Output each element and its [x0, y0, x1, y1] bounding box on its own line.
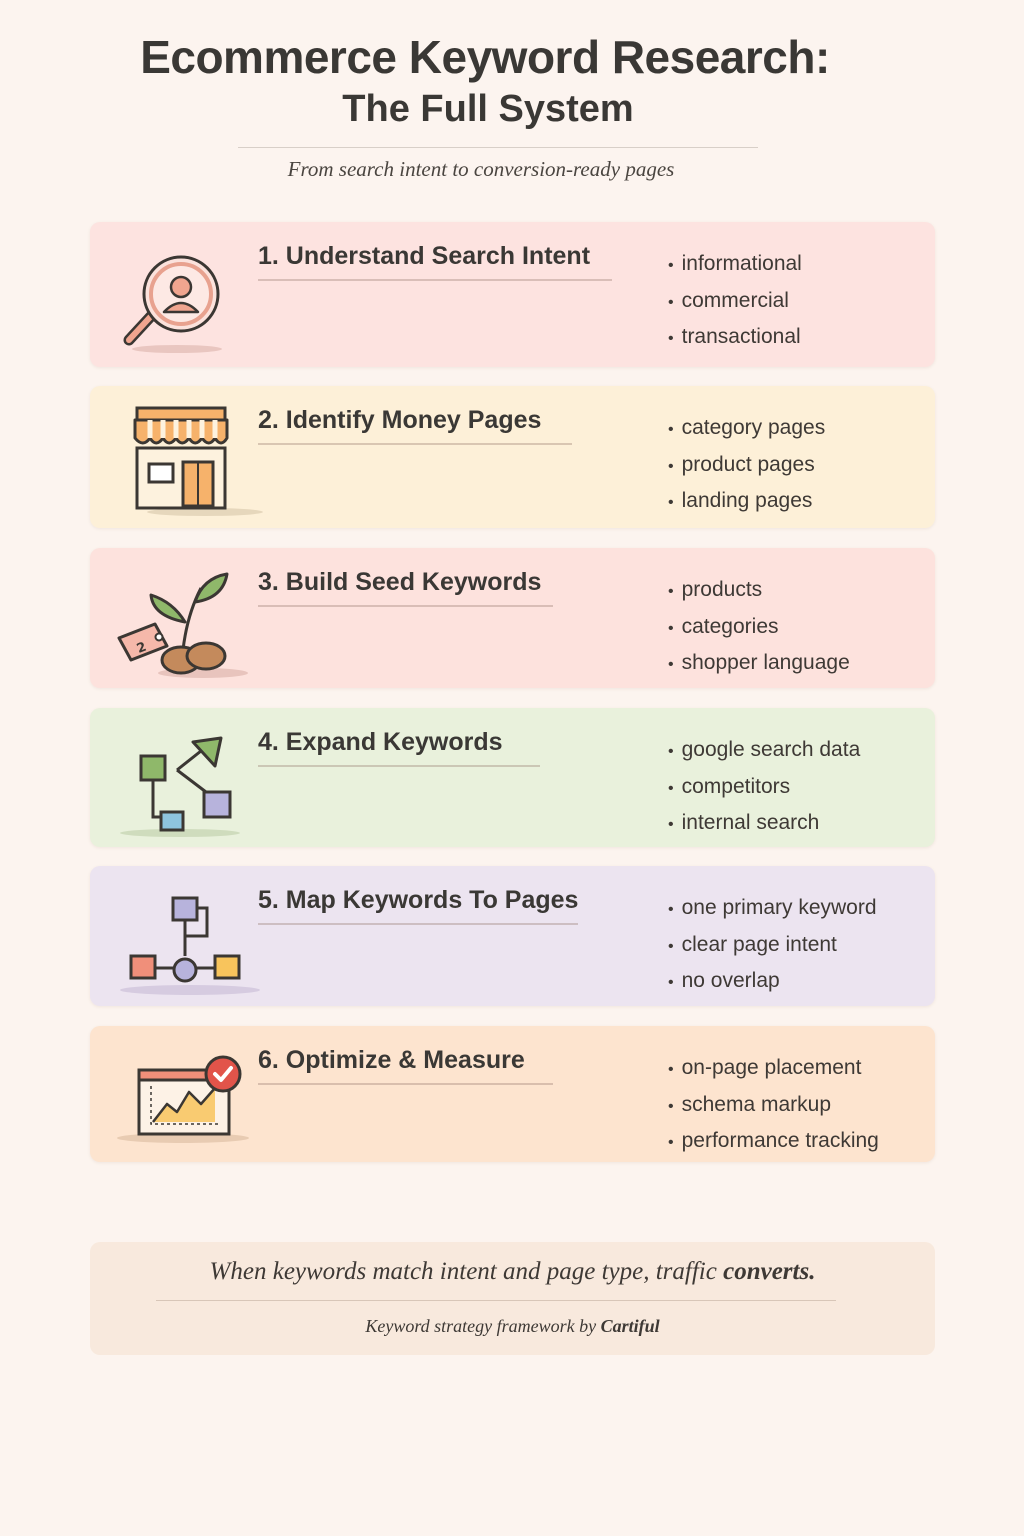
list-item: • commercial — [668, 283, 802, 320]
list-item: • products — [668, 572, 850, 609]
list-item: • google search data — [668, 732, 860, 769]
list-item: • competitors — [668, 769, 860, 806]
list-item: • no overlap — [668, 963, 877, 1000]
seed-sprout-icon — [115, 560, 265, 685]
magnifier-user-icon — [115, 234, 265, 359]
step-title-2: 2. Identify Money Pages — [258, 406, 542, 434]
list-item: • clear page intent — [668, 927, 877, 964]
footer-quote-text: When keywords match intent and page type, traffic — [209, 1258, 724, 1285]
list-item: • category pages — [668, 410, 825, 447]
step-card-4 — [90, 708, 935, 847]
title-divider — [238, 147, 758, 148]
footer-divider — [156, 1300, 836, 1301]
list-item: • schema markup — [668, 1087, 879, 1124]
footer-credit — [90, 1316, 935, 1337]
step-title-underline — [258, 1083, 553, 1085]
step-title-underline — [258, 605, 553, 607]
branch-arrow-icon — [115, 720, 265, 845]
page-title: Ecommerce Keyword Research: — [140, 31, 830, 83]
svg-text:2: 2 — [134, 639, 149, 657]
list-item: • landing pages — [668, 483, 825, 520]
step-card-6 — [90, 1026, 935, 1162]
step-title-underline — [258, 443, 572, 445]
list-item: • informational — [668, 246, 802, 283]
step-title-1: 1. Understand Search Intent — [258, 242, 591, 270]
list-item: • one primary keyword — [668, 890, 877, 927]
step-bullets-3 — [668, 572, 850, 682]
list-item: • internal search — [668, 805, 860, 842]
list-item: • product pages — [668, 447, 825, 484]
list-item: • transactional — [668, 319, 802, 356]
list-item: • categories — [668, 609, 850, 646]
step-title-3: 3. Build Seed Keywords — [258, 568, 542, 596]
page-subtitle: The Full System — [342, 88, 634, 130]
step-title-underline — [258, 923, 578, 925]
step-bullets-1 — [668, 246, 802, 356]
step-title-underline — [258, 279, 612, 281]
sitemap-icon — [115, 878, 265, 1003]
brand-name: Cartiful — [600, 1316, 660, 1336]
step-card-5 — [90, 866, 935, 1006]
step-title-5: 5. Map Keywords To Pages — [258, 886, 579, 914]
step-card-2 — [90, 386, 935, 528]
step-card-1 — [90, 222, 935, 367]
storefront-icon — [115, 398, 265, 523]
step-bullets-6 — [668, 1050, 879, 1160]
step-title-6: 6. Optimize & Measure — [258, 1046, 525, 1074]
step-bullets-5 — [668, 890, 877, 1000]
list-item: • on-page placement — [668, 1050, 879, 1087]
step-bullets-2 — [668, 410, 825, 520]
list-item: • performance tracking — [668, 1123, 879, 1160]
step-title-4: 4. Expand Keywords — [258, 728, 503, 756]
footer-card — [90, 1242, 935, 1355]
step-card-3 — [90, 548, 935, 688]
chart-check-icon — [115, 1038, 265, 1163]
footer-quote — [90, 1258, 935, 1286]
step-bullets-4 — [668, 732, 860, 842]
list-item: • shopper language — [668, 645, 850, 682]
step-title-underline — [258, 765, 540, 767]
footer-quote-emphasis: converts. — [723, 1258, 816, 1285]
page-tagline: From search intent to conversion-ready pages — [287, 157, 675, 181]
footer-credit-text: Keyword strategy framework by — [365, 1316, 601, 1336]
